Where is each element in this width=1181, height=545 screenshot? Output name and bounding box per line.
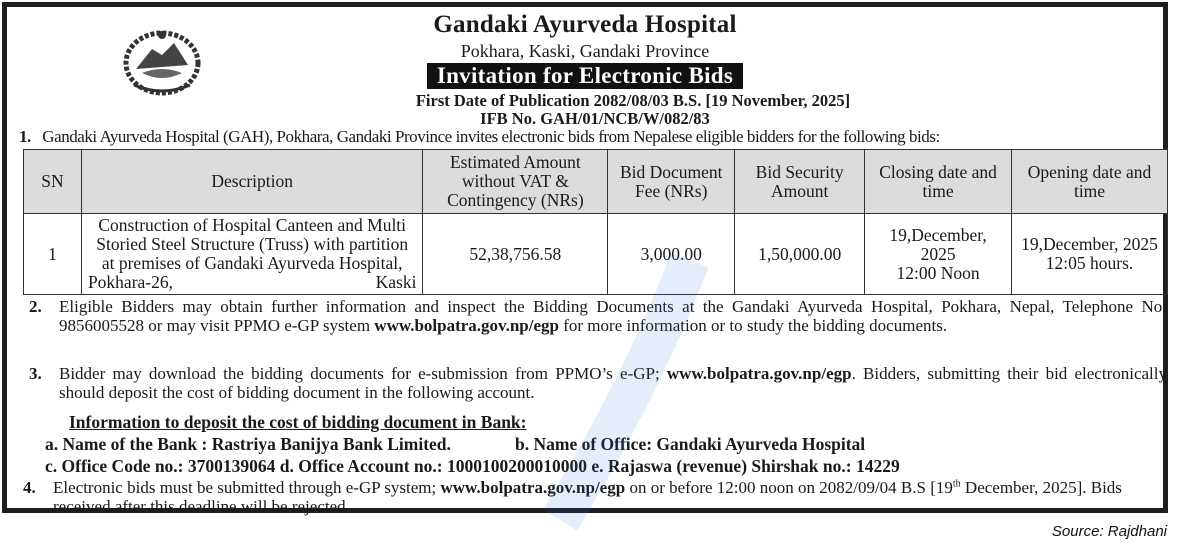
column-header-opening: Opening date and time [1012, 150, 1168, 214]
paragraph-body [29, 364, 1167, 402]
notice-frame [2, 2, 1168, 516]
column-header-bid-fee: Bid Document Fee (NRs) [608, 150, 735, 214]
cell-sn: 1 [24, 214, 82, 295]
organization-title: Gandaki Ayurveda Hospital [433, 11, 737, 38]
bank-line-2: c. Office Code no.: 3700139064 d. Office Account no.: 1000100200010000 e. Rajaswa (revenue) Shirshak no.: 14229 [45, 456, 900, 476]
paragraph-body [23, 478, 1167, 516]
paragraph-2 [29, 297, 1167, 335]
column-header-description: Description [81, 150, 423, 214]
banner-container [7, 63, 1163, 89]
column-header-sn: SN [24, 150, 82, 214]
ifb-number: IFB No. GAH/01/NCB/W/082/83 [480, 109, 710, 128]
bank-info-heading: Information to deposit the cost of bidding document in Bank: [69, 412, 527, 432]
cell-bid-fee: 3,000.00 [608, 214, 735, 295]
egp-link[interactable]: www.bolpatra.gov.np/egp [666, 364, 852, 383]
paragraph-number: 4. [23, 478, 36, 497]
paragraph-text: on or before 12:00 noon on 2082/09/04 B.S [19 [625, 478, 953, 497]
egp-link[interactable]: www.bolpatra.gov.np/egp [374, 316, 559, 335]
superscript: th [952, 478, 961, 490]
column-header-estimated-amount: Estimated Amount without VAT & Contingency (NRs) [423, 150, 608, 214]
bank-name: a. Name of the Bank : Rastriya Banijya Bank Limited. [45, 434, 451, 454]
opening-time: 12:05 hours. [1045, 253, 1134, 273]
notice-banner: Invitation for Electronic Bids [427, 63, 743, 89]
source-credit: Source: Rajdhani [1051, 523, 1167, 540]
organization-address: Pokhara, Kaski, Gandaki Province [460, 41, 710, 61]
closing-time: 12:00 Noon [896, 262, 980, 283]
cell-estimated-amount: 52,38,756.58 [423, 214, 608, 295]
paragraph-text: Electronic bids must be submitted through e-GP system; [53, 478, 441, 497]
cell-bid-security: 1,50,000.00 [735, 214, 865, 295]
paragraph-body [29, 297, 1167, 335]
office-name: b. Name of Office: Gandaki Ayurveda Hospital [515, 434, 866, 454]
paragraph-4 [23, 478, 1167, 516]
table-row [24, 214, 1168, 295]
column-header-bid-security: Bid Security Amount [735, 150, 865, 214]
cell-description: Construction of Hospital Canteen and Multi Storied Steel Structure (Truss) with partition at premises of Gandaki Ayurveda Hospital, Pokhara-26, Kaski [81, 214, 423, 295]
column-header-closing: Closing date and time [865, 150, 1012, 214]
closing-date: 19,December, 2025 [889, 224, 987, 264]
paragraph-text: Eligible Bidders may obtain further information and inspect the Bidding Documents at the Gandaki Ayurveda Hospital, Pokhara, Nepal, Telephone No: 9856005528 or may visit PPMO e-GP system [59, 297, 1167, 335]
paragraph-number: 1. [19, 127, 31, 146]
bank-line-1 [45, 434, 866, 455]
cell-opening [1012, 214, 1168, 295]
table-header-row [24, 150, 1168, 214]
opening-date: 19,December, 2025 [1021, 234, 1158, 254]
paragraph-text: Gandaki Ayurveda Hospital (GAH), Pokhara, Gandaki Province invites electronic bids from Nepalese eligible bidders for the following bids: [42, 127, 940, 146]
paragraph-3 [29, 364, 1167, 402]
paragraph-number: 2. [29, 297, 42, 316]
paragraph-number: 3. [29, 364, 42, 383]
paragraph-text: December, 2025]. Bids received after this deadline will be rejected. [53, 478, 1122, 516]
publication-date: First Date of Publication 2082/08/03 B.S. [19 November, 2025] [415, 91, 851, 110]
bids-table [23, 149, 1168, 295]
paragraph-text: for more information or to study the bidding documents. [558, 316, 948, 335]
egp-link[interactable]: www.bolpatra.gov.np/egp [440, 478, 626, 497]
paragraph-1 [19, 127, 1169, 146]
paragraph-text: Bidder may download the bidding documents for e-submission from PPMO’s e-GP; [59, 364, 667, 383]
paragraph-text: . Bidders, submitting their bid electronically should deposit the cost of bidding document in the following account. [59, 364, 1168, 402]
cell-closing [865, 214, 1012, 295]
